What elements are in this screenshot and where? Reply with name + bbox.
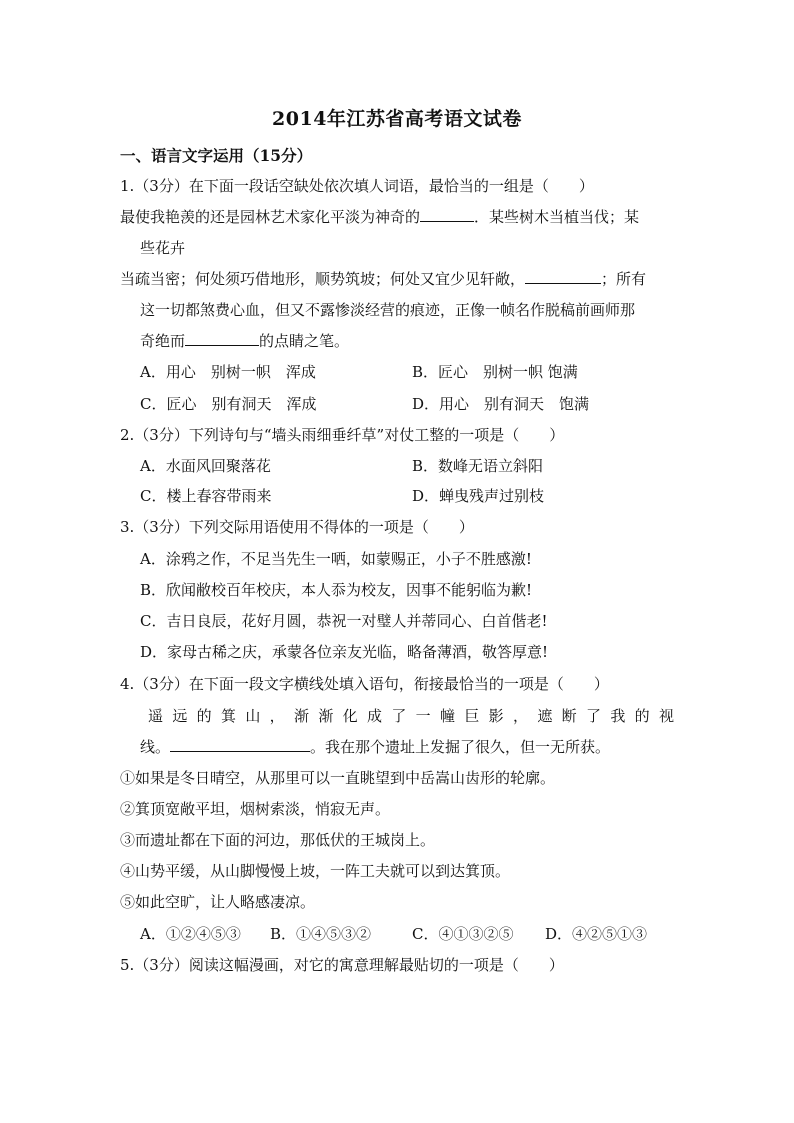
question-4-sentence-4: ④山势平缓，从山脚慢慢上坡，一阵工夫就可以到达箕顶。 xyxy=(120,862,511,880)
question-1-stem: 1.（3分）在下面一段话空缺处依次填人词语，最恰当的一组是（ ） xyxy=(120,177,594,195)
question-2-option-b: B．数峰无语立斜阳 xyxy=(412,457,544,475)
question-4-sentence-2: ②箕顶宽敞平坦，烟树索淡，悄寂无声。 xyxy=(120,800,391,818)
question-3-option-c: C．吉日良辰，花好月圆，恭祝一对璧人并蒂同心、白首偕老! xyxy=(140,612,548,630)
question-1-passage-text: 当疏当密；何处须巧借地形，顺势筑坡；何处又宜少见轩敞， xyxy=(120,270,526,288)
question-4-option-d: D．④②⑤①③ xyxy=(545,925,648,943)
question-1-passage-text: 最使我艳羡的还是园林艺术家化平淡为神奇的 xyxy=(120,208,421,226)
question-4-sentence-1: ①如果是冬日晴空，从那里可以一直眺望到中岳嵩山齿形的轮廓。 xyxy=(120,769,556,787)
answer-blank-3 xyxy=(185,331,259,346)
question-4-passage-text: 线。 xyxy=(140,738,171,756)
question-1-passage-text: 的点睛之笔。 xyxy=(259,332,350,350)
question-1-option-c: C．匠心 别有洞天 浑成 xyxy=(140,395,317,413)
question-4-stem: 4.（3分）在下面一段文字横线处填入语句，衔接最恰当的一项是（ ） xyxy=(120,675,609,693)
question-1-option-b: B．匠心 别树一帜 饱满 xyxy=(412,363,578,381)
question-1-passage-line-4: 这一切都煞费心血，但又不露惨淡经营的痕迹，正像一帧名作脱稿前画师那 xyxy=(140,301,636,319)
question-1-passage-line-5 xyxy=(140,331,349,351)
question-3-stem: 3.（3分）下列交际用语使用不得体的一项是（ ） xyxy=(120,518,474,536)
question-4-passage-line-1: 遥远的箕山，渐渐化成了一幢巨影，遮断了我的视 xyxy=(148,707,674,725)
question-1-option-d: D．用心 别有洞天 饱满 xyxy=(412,395,590,413)
question-4-passage-text: 。我在那个遗址上发掘了很久，但一无所获。 xyxy=(310,738,611,756)
question-4-option-a: A．①②④⑤③ xyxy=(140,925,241,943)
answer-blank-4 xyxy=(170,737,310,752)
question-2-option-a: A．水面风回聚落花 xyxy=(140,457,271,475)
question-5-stem: 5.（3分）阅读这幅漫画，对它的寓意理解最贴切的一项是（ ） xyxy=(120,956,564,974)
question-3-option-b: B．欣闻敝校百年校庆，本人忝为校友，因事不能躬临为歉! xyxy=(140,581,533,599)
question-3-option-d: D．家母古稀之庆，承蒙各位亲友光临，略备薄酒，敬答厚意! xyxy=(140,643,549,661)
question-1-option-a: A．用心 别树一帜 浑成 xyxy=(140,363,316,381)
question-1-passage-text: 奇绝而 xyxy=(140,332,186,350)
question-1-passage-text: ；所有 xyxy=(601,270,647,288)
question-3-option-a: A．涂鸦之作，不足当先生一哂，如蒙赐正，小子不胜感激! xyxy=(140,550,532,568)
section-heading: 一、语言文字运用（15分） xyxy=(120,146,313,165)
question-4-passage-line-2 xyxy=(140,737,610,757)
question-2-option-d: D．蝉曳残声过别枝 xyxy=(412,487,545,505)
question-1-passage-line-3 xyxy=(120,269,646,289)
page-title: 2014年江苏省高考语文试卷 xyxy=(272,108,522,130)
question-4-option-c: C．④①③②⑤ xyxy=(412,925,514,943)
answer-blank-1 xyxy=(420,207,474,222)
question-4-sentence-5: ⑤如此空旷，让人略感凄凉。 xyxy=(120,893,316,911)
question-2-stem: 2.（3分）下列诗句与“墙头雨细垂纤草”对仗工整的一项是（ ） xyxy=(120,426,565,444)
question-1-passage-line-1 xyxy=(120,207,639,227)
question-4-option-b: B．①④⑤③② xyxy=(270,925,372,943)
question-1-passage-text: ．某些树木当植当伐；某 xyxy=(474,208,640,226)
question-4-sentence-3: ③而遗址都在下面的河边，那低伏的王城岗上。 xyxy=(120,831,436,849)
question-2-option-c: C．楼上春容带雨来 xyxy=(140,487,272,505)
question-1-passage-line-2: 些花卉 xyxy=(140,239,186,257)
answer-blank-2 xyxy=(525,269,601,284)
